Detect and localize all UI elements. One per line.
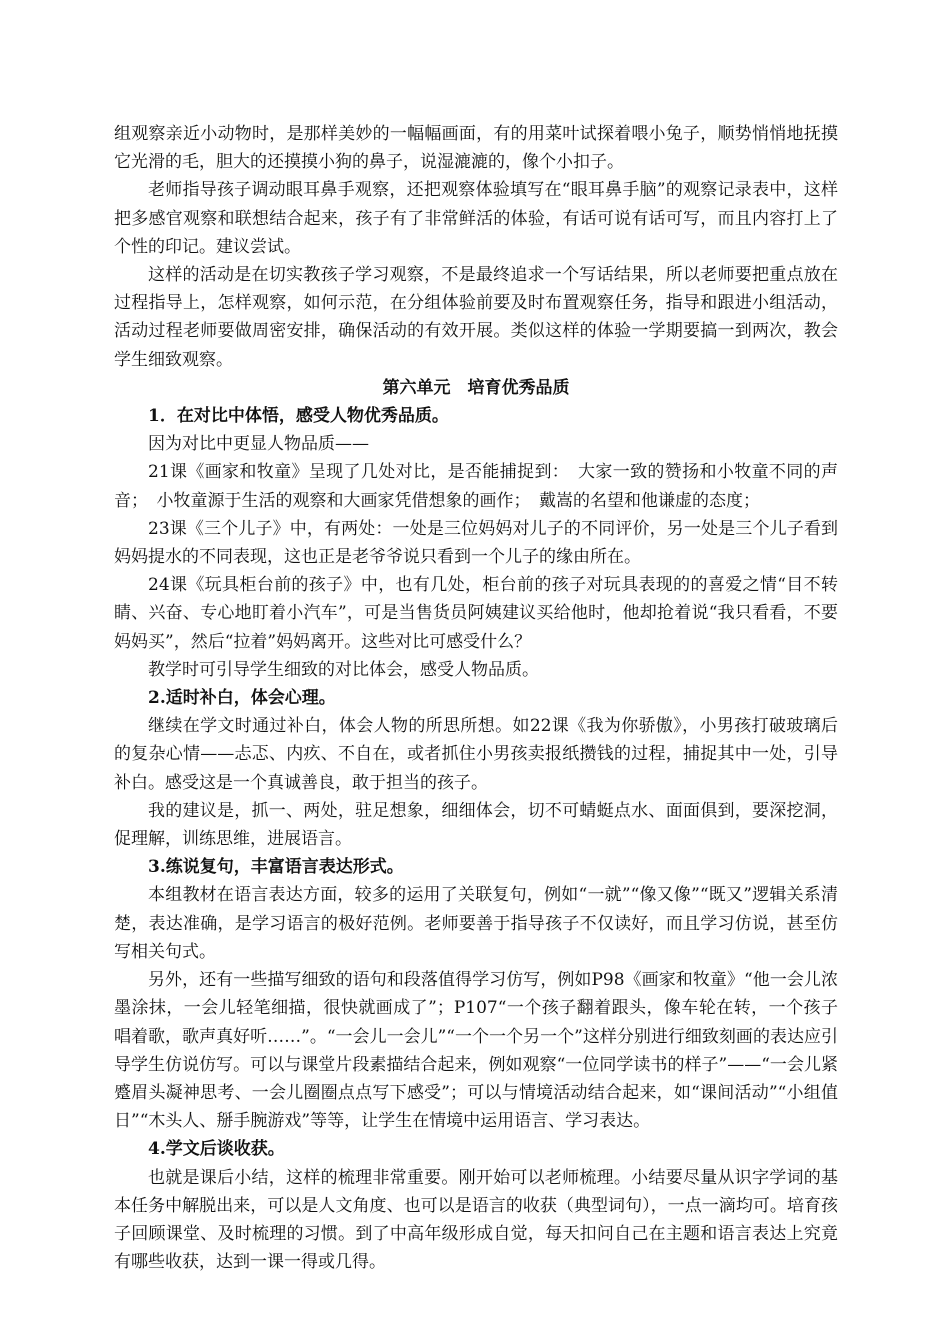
section-paragraph: 继续在学文时通过补白，体会人物的所思所想。如22课《我为你骄傲》，小男孩打破玻璃后的复杂心情——忐忑、内疚、不自在，或者抓住小男孩卖报纸攒钱的过程，捕捉其中一处，引导补白。感受这是一个真诚善良，敢于担当的孩子。 (114, 716, 838, 793)
intro-paragraph: 老师指导孩子调动眼耳鼻手观察，还把观察体验填写在“眼耳鼻手脑”的观察记录表中，这样把多感官观察和联想结合起来，孩子有了非常鲜活的体验，有话可说有话可写，而且内容打上了个性的印记。建议尝试。 (114, 180, 838, 257)
section-paragraph: 我的建议是，抓一、两处，驻足想象，细细体会，切不可蜻蜓点水、面面俱到，要深挖洞，促理解，训练思维，进展语言。 (114, 800, 838, 850)
section-paragraph: 24课《玩具柜台前的孩子》中，也有几处，柜台前的孩子对玩具表现的的喜爱之情“目不转睛、兴奋、专心地盯着小汽车”，可是当售货员阿姨建议买给他时，他却抢着说“我只看看，不要妈妈买”，然后“拉着”妈妈离开。这些对比可感受什么？ (114, 575, 838, 652)
intro-paragraph-continued: 组观察亲近小动物时，是那样美妙的一幅幅画面，有的用菜叶试探着喂小兔子，顺势悄悄地抚摸它光滑的毛，胆大的还摸摸小狗的鼻子，说湿漉漉的，像个小扣子。 (114, 124, 838, 173)
unit-title: 第六单元 培育优秀品质 (382, 377, 570, 398)
document-page (114, 120, 838, 1276)
section-heading: 2.适时补白，体会心理。 (148, 688, 336, 709)
section-paragraph: 23课《三个儿子》中，有两处：一处是三位妈妈对儿子的不同评价，另一处是三个儿子看到妈妈提水的不同表现，这也正是老爷爷说只看到一个儿子的缘由所在。 (114, 518, 838, 568)
section-heading: 1．在对比中体悟，感受人物优秀品质。 (148, 406, 449, 427)
intro-paragraph: 这样的活动是在切实教孩子学习观察，不是最终追求一个写话结果，所以老师要把重点放在过程指导上，怎样观察，如何示范，在分组体验前要及时布置观察任务，指导和跟进小组活动，活动过程老师要做周密安排，确保活动的有效开展。类似这样的体验一学期要搞一到两次，教会学生细致观察。 (114, 265, 838, 370)
section-paragraph: 21课《画家和牧童》呈现了几处对比，是否能捕捉到： 大家一致的赞扬和小牧童不同的声音； 小牧童源于生活的观察和大画家凭借想象的画作； 戴嵩的名望和他谦虚的态度； (114, 462, 838, 511)
section-paragraph: 另外，还有一些描写细致的语句和段落值得学习仿写，例如P98《画家和牧童》“他一会儿浓墨涂抹，一会儿轻笔细描，很快就画成了”；P107“一个孩子翻着跟头，像车轮在转，一个孩子唱着歌，歌声真好听……”。“一会儿一会儿”“一个一个另一个”这样分别进行细致刻画的表达应引导学生仿说仿写。可以与课堂片段素描结合起来，例如观察“一位同学读书的样子”——“一会儿紧蹙眉头凝神思考、一会儿圈圈点点写下感受”；可以与情境活动结合起来，如“课间活动”“小组值日”“木头人、掰手腕游戏”等等，让学生在情境中运用语言、学习表达。 (114, 970, 838, 1132)
section-paragraph: 教学时可引导学生细致的对比体会，感受人物品质。 (148, 659, 539, 680)
section-paragraph: 也就是课后小结，这样的梳理非常重要。刚开始可以老师梳理。小结要尽量从识字学词的基本任务中解脱出来，可以是人文角度、也可以是语言的收获（典型词句），一点一滴均可。培育孩子回顾课堂、及时梳理的习惯。到了中高年级形成自觉，每天扣问自己在主题和语言表达上究竟有哪些收获，达到一课一得或几得。 (114, 1167, 838, 1273)
section-heading: 3.练说复句，丰富语言表达形式。 (148, 857, 404, 878)
section-paragraph: 本组教材在语言表达方面，较多的运用了关联复句，例如“一就”“像又像”“既又”逻辑关系清楚，表达准确，是学习语言的极好范例。老师要善于指导孩子不仅读好，而且学习仿说，甚至仿写相关句式。 (114, 885, 838, 962)
section-paragraph: 因为对比中更显人物品质—— (148, 434, 369, 455)
section-heading: 4.学文后谈收获。 (148, 1139, 285, 1160)
